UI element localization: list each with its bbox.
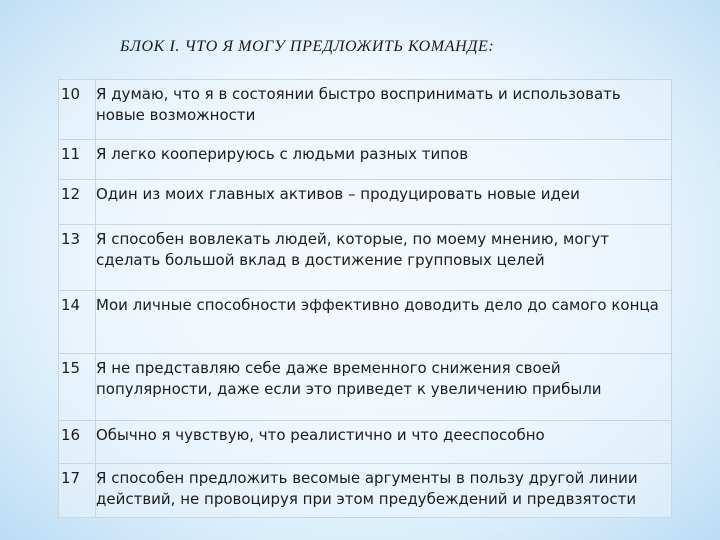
row-statement: Я не представляю себе даже временного снижения своей популярности, даже если это приведет к увеличению прибыли (96, 354, 672, 421)
row-statement: Я способен вовлекать людей, которые, по моему мнению, могут сделать большой вклад в достижение групповых целей (96, 225, 672, 291)
statements-table (58, 79, 672, 518)
row-statement: Я легко кооперируюсь с людьми разных типов (96, 140, 672, 180)
row-number: 14 (59, 291, 96, 354)
row-number: 16 (59, 421, 96, 464)
table-row (59, 80, 672, 140)
table-row (59, 225, 672, 291)
row-number: 10 (59, 80, 96, 140)
row-statement: Мои личные способности эффективно доводить дело до самого конца (96, 291, 672, 354)
row-statement: Я способен предложить весомые аргументы в пользу другой линии действий, не провоцируя при этом предубеждений и предвзятости (96, 464, 672, 518)
row-number: 13 (59, 225, 96, 291)
row-statement: Обычно я чувствую, что реалистично и что дееспособно (96, 421, 672, 464)
table-row (59, 291, 672, 354)
table-row (59, 421, 672, 464)
row-number: 12 (59, 180, 96, 225)
table-row (59, 354, 672, 421)
row-number: 15 (59, 354, 96, 421)
row-number: 17 (59, 464, 96, 518)
table-row (59, 180, 672, 225)
row-statement: Один из моих главных активов – продуцировать новые идеи (96, 180, 672, 225)
table-row (59, 464, 672, 518)
table-row (59, 140, 672, 180)
row-number: 11 (59, 140, 96, 180)
row-statement: Я думаю, что я в состоянии быстро воспринимать и использовать новые возможности (96, 80, 672, 140)
slide-title: БЛОК I. ЧТО Я МОГУ ПРЕДЛОЖИТЬ КОМАНДЕ: (120, 38, 495, 55)
